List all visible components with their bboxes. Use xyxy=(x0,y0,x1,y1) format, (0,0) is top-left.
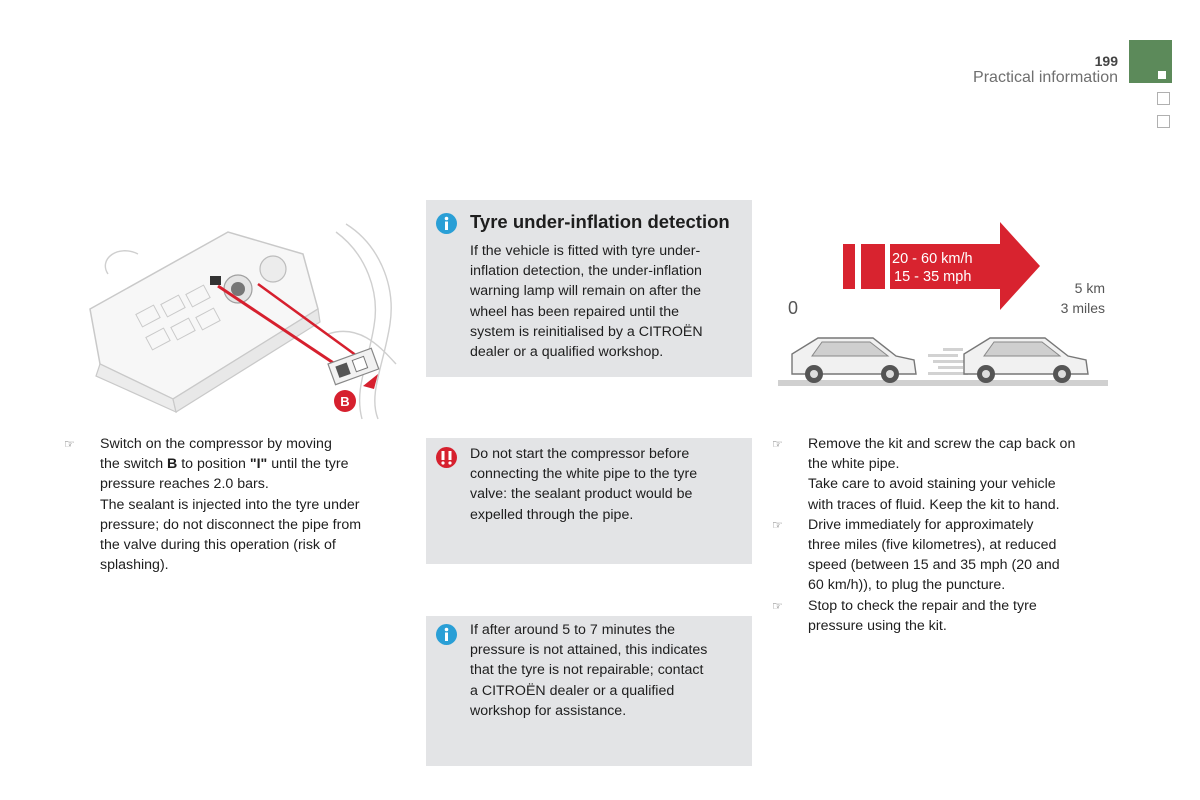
warning-box-body: Do not start the compressor before connecting the white pipe to the tyre valve: the sealant product would be expelled through the pipe. xyxy=(470,446,698,523)
driving-instructions xyxy=(772,434,1112,636)
tpms-info-box xyxy=(426,200,752,377)
instruction-text: Drive immediately for approximately three miles (five kilometres), at reduced speed (between 15 and 35 mph (20 and 60 km/h)), to plug the puncture. xyxy=(808,516,1060,594)
start-distance-label: 0 xyxy=(788,298,799,318)
speed-kmh-label: 20 - 60 km/h xyxy=(892,251,973,267)
distance-km-label: 5 km xyxy=(1074,280,1105,296)
pointing-hand-icon: ☞ xyxy=(64,437,75,451)
car-icon xyxy=(964,338,1088,383)
compressor-illustration xyxy=(78,214,398,424)
tab-marker-dot xyxy=(1158,71,1166,79)
compressor-instructions xyxy=(64,434,399,575)
section-tab-box xyxy=(1157,92,1170,105)
instruction-text: Remove the kit and screw the cap back on the white pipe. Take care to avoid staining your vehicle with traces of fluid. Keep the kit to hand. xyxy=(808,436,1076,513)
tpms-box-body: If the vehicle is fitted with tyre under- inflation detection, the under-inflation warning lamp will remain on after the wheel has been repaired until the system is reinitialised by a CITROËN dealer or a qualified workshop. xyxy=(470,243,703,361)
speed-distance-illustration xyxy=(778,214,1108,389)
tpms-box-title: Tyre under-inflation detection xyxy=(470,211,730,232)
car-icon xyxy=(792,338,916,383)
instruction-text: Stop to check the repair and the tyre pressure using the kit. xyxy=(808,597,1037,634)
speed-mph-label: 15 - 35 mph xyxy=(894,269,972,285)
list-item xyxy=(772,596,1112,636)
warning-box xyxy=(426,438,752,564)
section-tab-marker xyxy=(1129,40,1172,83)
section-tab-box xyxy=(1157,115,1170,128)
pointing-hand-icon: ☞ xyxy=(772,437,783,451)
section-title: Practical information xyxy=(973,69,1118,86)
instruction-text: to position xyxy=(177,456,250,473)
list-item xyxy=(64,434,399,575)
instruction-text: Switch on the compressor by moving the switch xyxy=(100,436,332,473)
info-box-repair-body: If after around 5 to 7 minutes the pressure is not attained, this indicates that the tyre is not repairable; contact a CITROËN dealer or a qualified workshop for assistance. xyxy=(470,622,708,719)
switch-letter: B xyxy=(167,456,178,473)
position-label: "I" xyxy=(249,456,268,473)
distance-miles-label: 3 miles xyxy=(1060,300,1105,316)
info-box-repair xyxy=(426,616,752,766)
pointing-hand-icon: ☞ xyxy=(772,598,783,613)
info-icon xyxy=(436,624,457,645)
list-item xyxy=(772,515,1112,596)
callout-b-label: B xyxy=(340,394,350,409)
instruction-text: until the tyre pressure reaches 2.0 bars. The sealant is injected into the tyre under pressure; do not disconnect the pipe from the valve during this operation (risk of splashing). xyxy=(100,456,362,574)
info-icon xyxy=(436,213,457,234)
page-number: 199 xyxy=(1094,53,1118,69)
list-item xyxy=(772,434,1112,515)
warning-icon xyxy=(436,447,457,468)
pointing-hand-icon: ☞ xyxy=(772,517,783,532)
